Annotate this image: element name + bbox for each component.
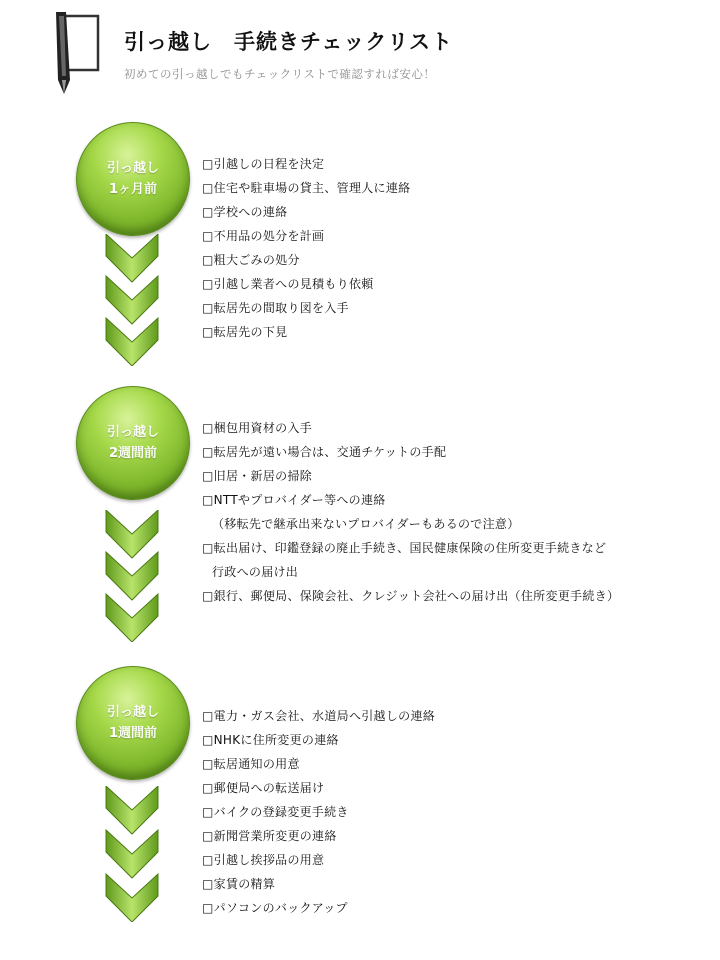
pen-notepad-icon: [50, 10, 106, 100]
chevron-down-icon: [104, 510, 160, 642]
stage-badge-line2: 1週間前: [108, 726, 158, 741]
checklist: [202, 704, 435, 920]
checklist-item: □転居先の間取り図を入手: [202, 301, 349, 315]
checklist-item: □引越しの日程を決定: [202, 157, 325, 171]
stage-badge-line2: 2週間前: [108, 446, 158, 461]
checklist-item: □バイクの登録変更手続き: [202, 805, 349, 819]
checklist-item: □転居先の下見: [202, 325, 288, 339]
stage-badge-line2: 1ヶ月前: [108, 182, 158, 197]
chevron-shape: [106, 830, 158, 878]
checklist-item: □転出届け、印鑑登録の廃止手続き、国民健康保険の住所変更手続きなど: [202, 541, 607, 555]
checklist-item: □NHKに住所変更の連絡: [202, 733, 339, 747]
checklist-item: □学校への連絡: [202, 205, 288, 219]
checklist: [202, 152, 410, 344]
checklist: [202, 416, 619, 608]
checklist-item: □粗大ごみの処分: [202, 253, 300, 267]
chevron-shape: [106, 552, 158, 600]
chevron-shape: [106, 234, 158, 282]
checklist-item-continuation: 行政への届け出: [212, 565, 299, 579]
checklist-item: □引越し業者への見積もり依頼: [202, 277, 374, 291]
stage-badge: [76, 386, 190, 500]
checklist-item: □転居通知の用意: [202, 757, 300, 771]
checklist-item: □不用品の処分を計画: [202, 229, 325, 243]
stage-badge-line1: 引っ越し: [106, 161, 159, 176]
checklist-note: （移転先で継承出来ないプロバイダーもあるので注意）: [212, 517, 520, 531]
checklist-item: □旧居・新居の掃除: [202, 469, 313, 483]
checklist-item: □家賃の精算: [202, 877, 276, 891]
stage-badge: [76, 666, 190, 780]
chevron-shape: [106, 276, 158, 324]
checklist-item: □引越し挨拶品の用意: [202, 853, 325, 867]
stage-badge-line1: 引っ越し: [106, 705, 159, 720]
checklist-item: □銀行、郵便局、保険会社、クレジット会社への届け出（住所変更手続き）: [202, 589, 620, 603]
chevron-shape: [106, 594, 158, 642]
chevron-shape: [106, 510, 158, 558]
chevron-shape: [106, 786, 158, 834]
checklist-item: □NTTやプロバイダー等への連絡: [202, 493, 386, 507]
chevron-shape: [106, 874, 158, 922]
chevron-shape: [106, 318, 158, 366]
checklist-item: □電力・ガス会社、水道局へ引越しの連絡: [202, 709, 436, 723]
checklist-item: □新聞営業所変更の連絡: [202, 829, 337, 843]
checklist-item: □転居先が遠い場合は、交通チケットの手配: [202, 445, 447, 459]
checklist-item: □住宅や駐車場の貸主、管理人に連絡: [202, 181, 411, 195]
stage-badge-line1: 引っ越し: [106, 425, 159, 440]
stage-badge: [76, 122, 190, 236]
chevron-down-icon: [104, 234, 160, 366]
checklist-item: □郵便局への転送届け: [202, 781, 325, 795]
checklist-item: □パソコンのバックアップ: [202, 901, 348, 915]
page-subtitle: 初めての引っ越しでもチェックリストで確認すれば安心！: [124, 67, 436, 81]
chevron-down-icon: [104, 786, 160, 922]
page-title: 引っ越し 手続きチェックリスト: [124, 30, 453, 54]
checklist-item: □梱包用資材の入手: [202, 421, 313, 435]
